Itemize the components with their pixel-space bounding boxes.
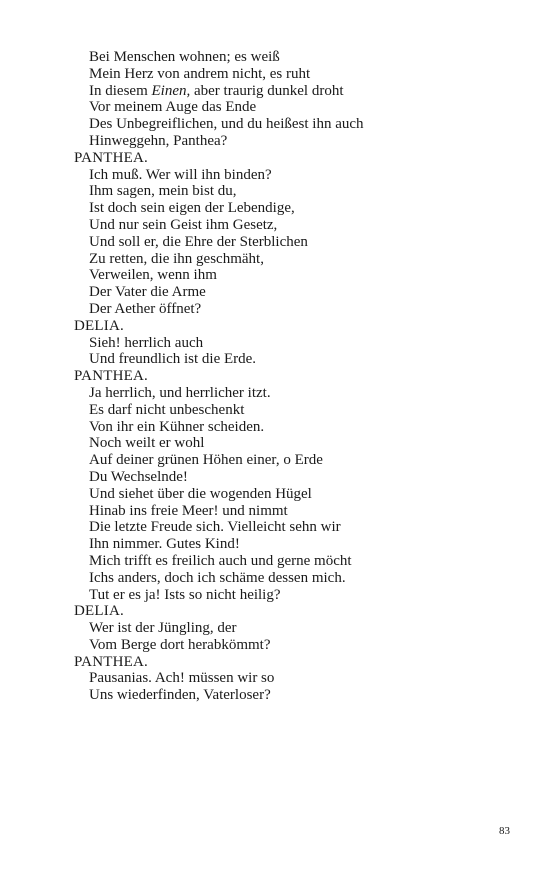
verse-line [74,620,514,637]
text-segment: Des Unbegreiflichen, und du heißest ihn auch [89,116,364,133]
text-segment: Hinab ins freie Meer! und nimmt [89,502,288,519]
text-segment: Wer ist der Jüngling, der [89,620,237,637]
verse-line [74,200,514,217]
verse-line [74,267,514,284]
verse-line [74,553,514,570]
text-segment: Du Wechselnde! [89,468,188,485]
speaker-name [74,654,514,671]
text-segment: Der Aether öffnet? [89,300,202,317]
text-segment: Vom Berge dort herabkömmt? [89,636,271,653]
verse-line [74,385,514,402]
verse-line [74,419,514,436]
verse-line [74,301,514,318]
text-segment: Von ihr ein Kühner scheiden. [89,418,265,435]
text-segment: aber traurig dunkel droht [190,82,344,99]
verse-line [74,251,514,268]
text-segment: Es darf nicht unbeschenkt [89,401,245,418]
text-segment: Ja herrlich, und herrlicher itzt. [89,384,271,401]
speaker-name [74,603,514,620]
text-segment: Bei Menschen wohnen; es weiß [89,49,280,65]
text-segment: Ihn nimmer. Gutes Kind! [89,536,240,553]
text-segment: Und siehet über die wogenden Hügel [89,485,312,502]
verse-line [74,486,514,503]
verse-line [74,234,514,251]
text-segment: Ihm sagen, mein bist du, [89,183,237,200]
speaker-name [74,318,514,335]
verse-line [74,435,514,452]
text-segment: PANTHEA. [74,149,148,166]
verse-line [74,670,514,687]
verse-line [74,469,514,486]
text-segment: Der Vater die Arme [89,284,206,301]
text-segment: Vor meinem Auge das Ende [89,99,257,116]
play-text [74,49,514,704]
verse-line [74,519,514,536]
verse-line [74,452,514,469]
verse-line [74,133,514,150]
speaker-name [74,368,514,385]
text-segment: Ich muß. Wer will ihn binden? [89,166,272,183]
verse-line [74,183,514,200]
text-segment: Noch weilt er wohl [89,435,205,452]
text-segment: Die letzte Freude sich. Vielleicht sehn wir [89,519,341,536]
verse-line [74,284,514,301]
text-segment: PANTHEA. [74,368,148,385]
verse-line [74,570,514,587]
text-segment: Sieh! herrlich auch [89,334,204,351]
verse-line [74,687,514,704]
text-segment: Mich trifft es freilich auch und gerne möcht [89,552,352,569]
text-segment: Verweilen, wenn ihm [89,267,217,284]
text-segment: Hinweggehn, Panthea? [89,132,228,149]
verse-line [74,83,514,100]
text-segment: Uns wiederfinden, Vaterloser? [89,687,271,704]
verse-line [74,66,514,83]
text-segment: Auf deiner grünen Höhen einer, o Erde [89,452,323,469]
text-segment: Und nur sein Geist ihm Gesetz, [89,216,278,233]
verse-line [74,351,514,368]
text-segment: DELIA. [74,317,124,334]
verse-line [74,402,514,419]
text-segment: Mein Herz von andrem nicht, es ruht [89,65,311,82]
text-segment: Tut er es ja! Ists so nicht heilig? [89,586,281,603]
text-segment: Und soll er, die Ehre der Sterblichen [89,233,308,250]
text-segment: DELIA. [74,603,124,620]
text-segment: PANTHEA. [74,653,148,670]
verse-line [74,167,514,184]
verse-line [74,637,514,654]
verse-line [74,116,514,133]
text-segment: Ist doch sein eigen der Lebendige, [89,200,295,217]
text-segment: Pausanias. Ach! müssen wir so [89,670,275,687]
text-segment: Und freundlich ist die Erde. [89,351,257,368]
page-number: 83 [499,825,510,837]
verse-line [74,99,514,116]
speaker-name [74,150,514,167]
verse-line [74,217,514,234]
verse-line [74,335,514,352]
text-segment: In diesem [89,82,152,99]
verse-line [74,587,514,604]
text-segment: Einen, [151,82,191,99]
text-segment: Zu retten, die ihn geschmäht, [89,250,264,267]
text-segment: Ichs anders, doch ich schäme dessen mich. [89,569,346,586]
verse-line [74,536,514,553]
verse-line [74,503,514,520]
verse-line [74,49,514,66]
